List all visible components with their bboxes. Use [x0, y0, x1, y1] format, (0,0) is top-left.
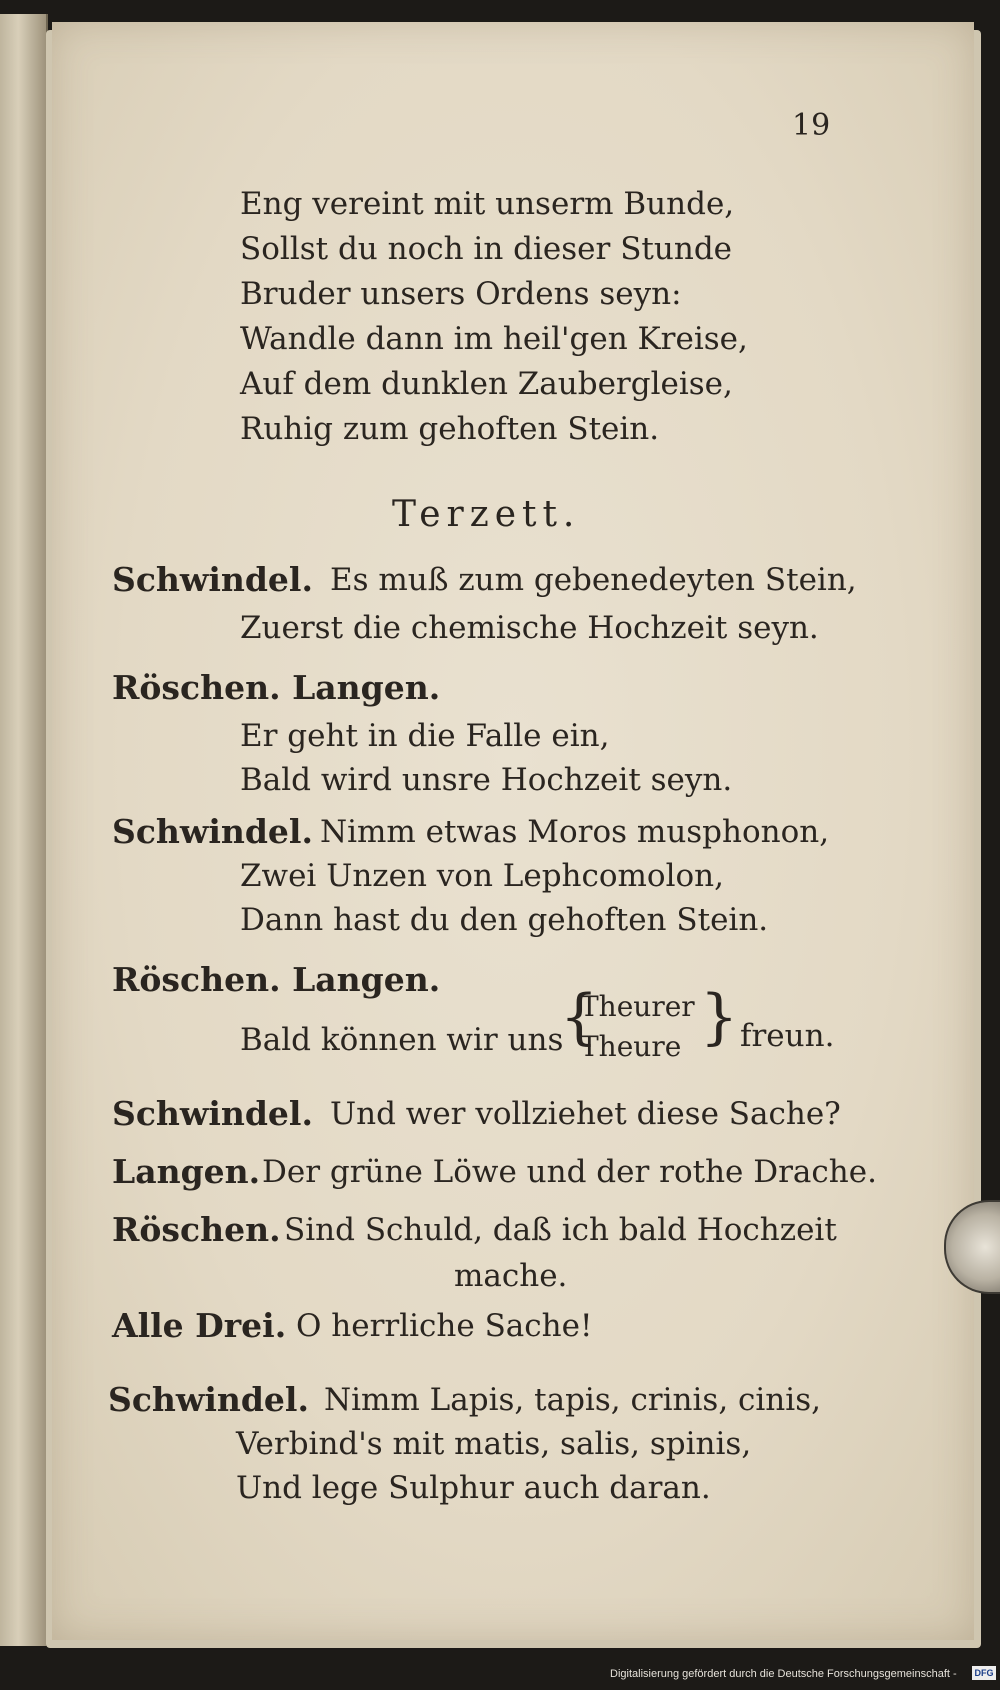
facing-page-edge	[0, 14, 48, 1646]
alternative-brace	[560, 982, 739, 1070]
dialogue-line: Der grüne Löwe und der rothe Drache.	[262, 1154, 877, 1190]
speaker-name: Röschen.	[112, 1210, 281, 1249]
dialogue-line: Zwei Unzen von Lephcomolon,	[240, 858, 724, 894]
dialogue-line: Sind Schuld, daß ich bald Hochzeit	[284, 1212, 837, 1248]
speaker-name: Schwindel.	[112, 560, 313, 599]
brace-option: Theurer	[580, 990, 695, 1023]
speaker-name: Schwindel.	[108, 1380, 309, 1419]
speaker-name: Röschen. Langen.	[112, 668, 441, 707]
verse-line: Ruhig zum gehoften Stein.	[240, 411, 660, 447]
dialogue-line: Er geht in die Falle ein,	[240, 718, 610, 754]
left-brace-glyph: {	[560, 982, 599, 1052]
dialogue-line: freun.	[740, 1018, 835, 1054]
verse-line: Wandle dann im heil'gen Kreise,	[240, 321, 748, 357]
dialogue-line: Es muß zum gebenedeyten Stein,	[330, 562, 857, 598]
dialogue-line: Nimm Lapis, tapis, crinis, cinis,	[324, 1382, 821, 1418]
brace-option: Theure	[580, 1030, 682, 1063]
section-heading: Terzett.	[392, 494, 581, 535]
page-number: 19	[792, 108, 831, 143]
dfg-logo: DFG	[972, 1666, 996, 1680]
dialogue-line: Zuerst die chemische Hochzeit seyn.	[240, 610, 819, 646]
verse-line: Bruder unsers Ordens seyn:	[240, 276, 682, 312]
dialogue-line: Bald können wir uns	[240, 1022, 564, 1058]
verse-line: Auf dem dunklen Zaubergleise,	[240, 366, 733, 402]
right-brace-glyph: }	[700, 982, 739, 1052]
dialogue-line: mache.	[454, 1258, 568, 1294]
dialogue-line: Bald wird unsre Hochzeit seyn.	[240, 762, 733, 798]
speaker-name: Alle Drei.	[112, 1306, 287, 1345]
speaker-name: Schwindel.	[112, 1094, 313, 1133]
speaker-name: Langen.	[112, 1152, 261, 1191]
speaker-name: Röschen. Langen.	[112, 960, 441, 999]
dialogue-line: Und lege Sulphur auch daran.	[236, 1470, 711, 1506]
dialogue-line: Nimm etwas Moros musphonon,	[320, 814, 830, 850]
dialogue-line: Dann hast du den gehoften Stein.	[240, 902, 769, 938]
dialogue-line: Und wer vollziehet diese Sache?	[330, 1096, 841, 1132]
verse-line: Sollst du noch in dieser Stunde	[240, 231, 733, 267]
dialogue-line: O herrliche Sache!	[296, 1308, 593, 1344]
digitization-credit: Digitalisierung gefördert durch die Deutsche Forschungsgemeinschaft -	[610, 1668, 957, 1680]
verse-line: Eng vereint mit unserm Bunde,	[240, 186, 735, 222]
dialogue-line: Verbind's mit matis, salis, spinis,	[236, 1426, 752, 1462]
speaker-name: Schwindel.	[112, 812, 313, 851]
